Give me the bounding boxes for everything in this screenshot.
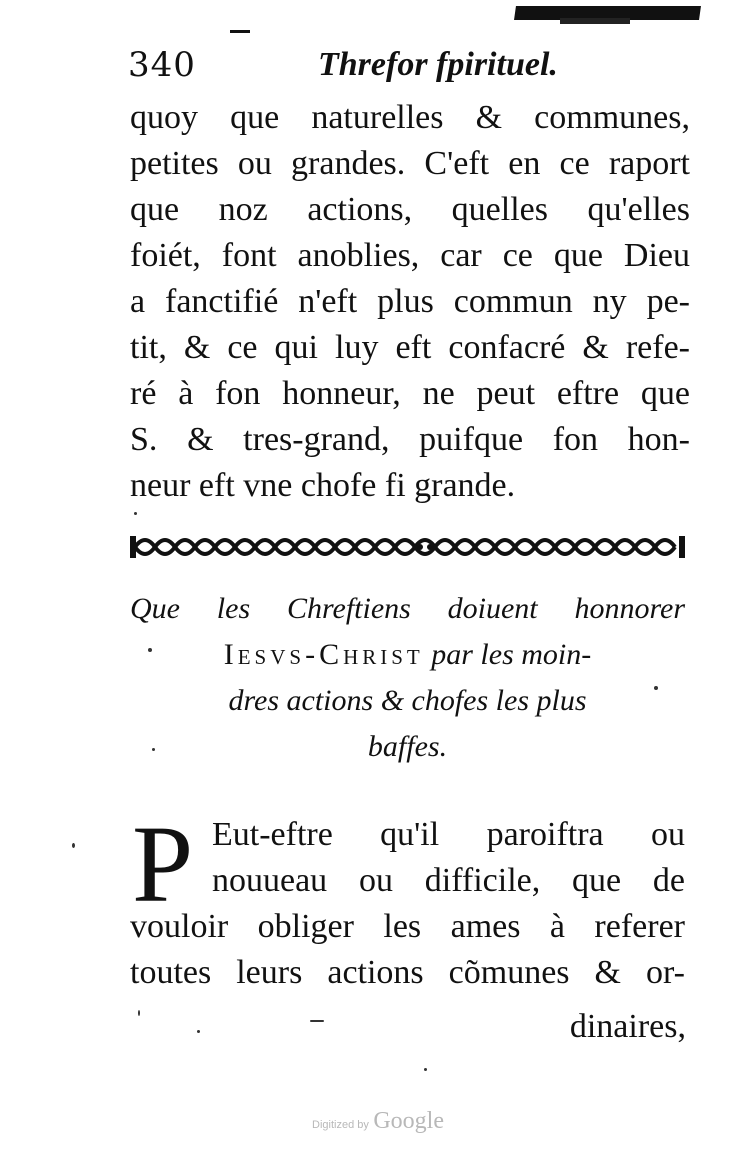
body-line: quoy que naturelles & communes, [130, 99, 690, 136]
heading-line: Que les Chreftiens doiuent honnorer [130, 592, 685, 625]
heading-line: dres actions & chofes les plus [228, 684, 587, 717]
paragraph-line: Eut-eftre qu'il paroiftra ou [212, 816, 685, 853]
watermark-prefix: Digitized by [312, 1119, 369, 1131]
paragraph-line: vouloir obliger les ames à referer [130, 908, 685, 945]
paper-speck [654, 686, 658, 690]
scan-edge-mark-secondary [560, 18, 630, 24]
catchword: dinaires, [569, 1008, 686, 1045]
paragraph-line: nouueau ou difficile, que de [212, 862, 685, 899]
paper-speck [310, 1020, 324, 1022]
paragraph-block [130, 803, 685, 996]
ornament-divider [130, 532, 685, 562]
body-line: que noz actions, quelles qu'elles [130, 191, 690, 228]
body-line: foiét, font anoblies, car ce que Dieu [130, 237, 690, 274]
paper-speck [134, 512, 137, 515]
body-line: ré à fon honneur, ne peut eftre que [130, 375, 690, 412]
running-title: Threfor fpirituel. [318, 46, 558, 83]
watermark-brand: Google [373, 1108, 444, 1134]
body-text-block [130, 95, 690, 509]
paper-speck [148, 648, 152, 652]
page-header [128, 40, 688, 100]
paper-speck [424, 1068, 427, 1071]
section-heading [130, 586, 685, 770]
page-number: 340 [128, 45, 196, 85]
drop-cap: P [132, 803, 194, 925]
paper-speck [152, 748, 155, 751]
body-line: a fanctifié n'eft plus commun ny pe- [130, 283, 690, 320]
body-line: S. & tres-grand, puifque fon hon- [130, 421, 690, 458]
heading-line-rest: par les moin- [431, 638, 592, 671]
paper-speck [72, 843, 75, 848]
paper-speck [197, 1030, 200, 1033]
body-line: tit, & ce qui luy eft confacré & refe- [130, 329, 690, 366]
heading-line: baffes. [367, 730, 448, 763]
body-line: petites ou grandes. C'eft en ce raport [130, 145, 690, 182]
body-line: neur eft vne chofe fi grande. [130, 467, 516, 504]
paragraph-line: toutes leurs actions cõmunes & or- [130, 954, 685, 991]
digitization-watermark [312, 1108, 444, 1135]
heading-name-caps: Iesvs-Christ [223, 638, 424, 671]
ink-tick [230, 30, 250, 33]
heading-line [130, 632, 685, 678]
paper-speck [138, 1010, 140, 1016]
